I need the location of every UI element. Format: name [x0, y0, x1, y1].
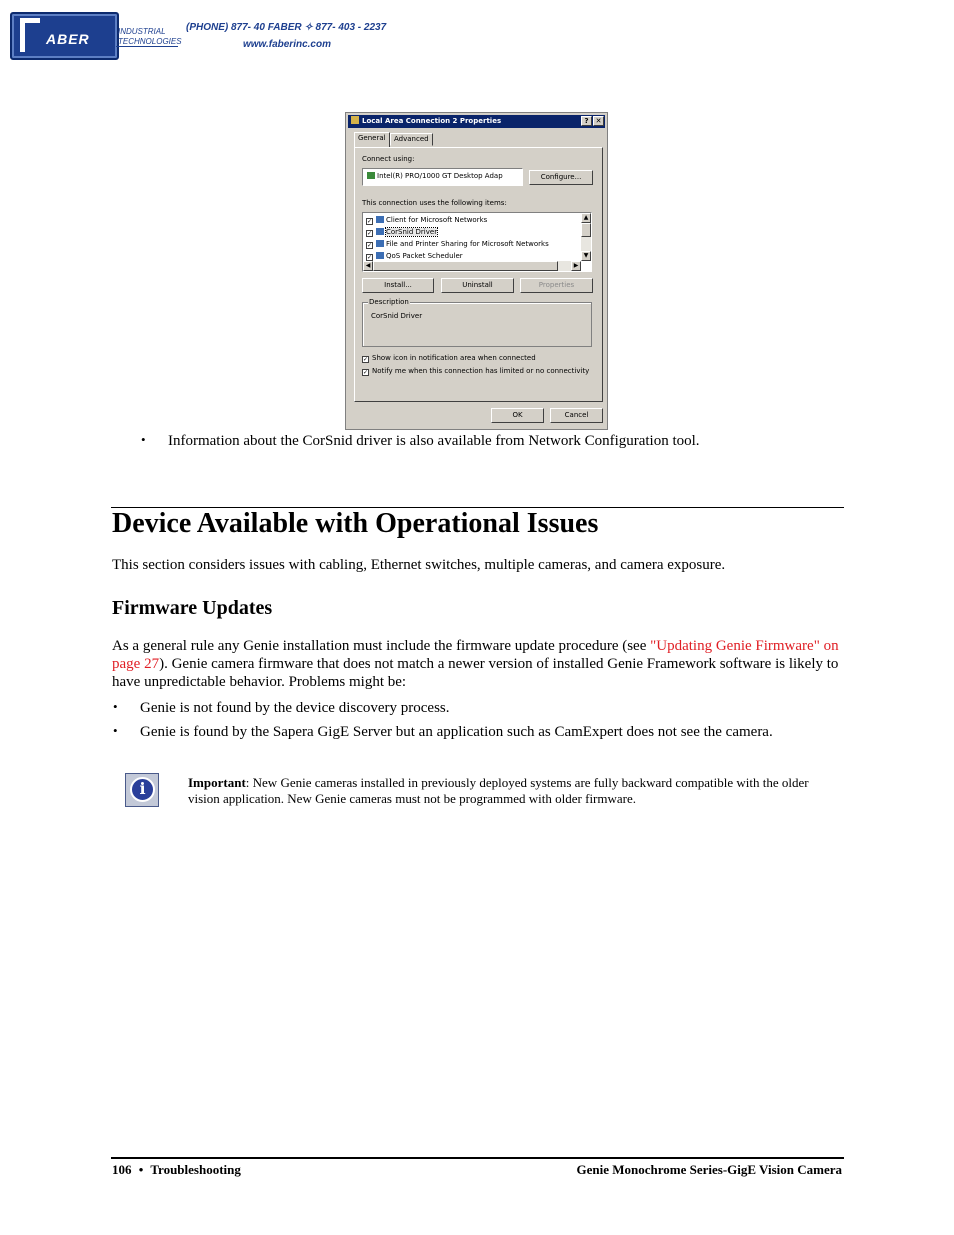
logo-sub-technologies: TECHNOLOGIES: [118, 37, 182, 46]
adapter-name: Intel(R) PRO/1000 GT Desktop Adap: [377, 172, 503, 180]
network-connection-icon: [351, 116, 359, 124]
corsnid-info-bullet: Information about the CorSnid driver is also available from Network Configuration tool.: [168, 433, 700, 449]
cancel-button[interactable]: Cancel: [550, 408, 603, 423]
show-icon-option[interactable]: ✓ Show icon in notification area when connected: [363, 354, 536, 363]
logo-underline: [116, 46, 178, 47]
list-item[interactable]: ✓ File and Printer Sharing for Microsoft Networks: [367, 240, 549, 249]
help-button[interactable]: ?: [581, 116, 592, 126]
notify-option[interactable]: ✓ Notify me when this connection has limited or no connectivity: [363, 367, 590, 376]
items-label: This connection uses the following items:: [362, 199, 507, 207]
info-glyph: i: [130, 777, 155, 802]
bullet-icon: •: [113, 699, 118, 714]
components-list[interactable]: [362, 212, 592, 272]
header-website: www.faberinc.com: [243, 39, 331, 50]
hscroll-thumb[interactable]: [373, 261, 558, 271]
list-item[interactable]: ✓ CorSnid Driver: [367, 228, 438, 237]
logo-sub-industrial: INDUSTRIAL: [118, 27, 166, 36]
checkbox-checked-icon[interactable]: ✓: [367, 218, 373, 225]
scroll-thumb[interactable]: [581, 223, 591, 237]
page-ref-link[interactable]: on page 27: [112, 638, 839, 672]
tab-general[interactable]: General: [354, 132, 390, 147]
network-client-icon: [376, 216, 384, 223]
faber-logo: [10, 12, 119, 60]
note-body: : New Genie cameras installed in previously deployed systems are fully backward compatible with the older vision application. New Genie cameras must not be programmed with older firmware.: [188, 775, 809, 806]
chapter-name: Troubleshooting: [150, 1162, 241, 1177]
install-button[interactable]: Install...: [362, 278, 434, 293]
adapter-field: [362, 168, 523, 186]
checkbox-checked-icon[interactable]: ✓: [367, 242, 373, 249]
horizontal-scrollbar[interactable]: [363, 261, 581, 271]
scheduler-icon: [376, 252, 384, 259]
scroll-down-icon[interactable]: ▼: [581, 251, 591, 261]
scroll-right-icon[interactable]: ▶: [571, 261, 581, 271]
checkbox-checked-icon[interactable]: ✓: [363, 356, 369, 363]
page-number: 106: [112, 1162, 132, 1177]
connect-using-label: Connect using:: [362, 155, 415, 163]
footer-separator: •: [138, 1162, 144, 1177]
problem-bullet-2: Genie is found by the Sapera GigE Server but an application such as CamExpert does not see the camera.: [140, 724, 773, 740]
file-sharing-icon: [376, 240, 384, 247]
ok-button[interactable]: OK: [491, 408, 544, 423]
properties-button[interactable]: Properties: [520, 278, 593, 293]
important-note: [188, 775, 838, 807]
section-intro: This section considers issues with cabling, Ethernet switches, multiple cameras, and camera exposure.: [112, 557, 726, 573]
dialog-titlebar: [348, 115, 605, 128]
driver-icon: [376, 228, 384, 235]
note-label: Important: [188, 775, 246, 790]
header-phone: (PHONE) 877- 40 FABER ✧ 877- 403 - 2237: [186, 22, 387, 33]
dialog-title: Local Area Connection 2 Properties: [362, 117, 502, 125]
list-item[interactable]: ✓ Client for Microsoft Networks: [367, 216, 488, 225]
info-icon: [125, 773, 159, 807]
description-text: CorSnid Driver: [371, 312, 423, 320]
general-tab-panel: [354, 147, 603, 402]
bullet-icon: •: [113, 723, 118, 738]
section-title: Device Available with Operational Issues: [112, 508, 599, 539]
description-label: Description: [369, 298, 409, 306]
footer-left: [112, 1162, 241, 1178]
scroll-up-icon[interactable]: ▲: [581, 213, 591, 223]
scroll-left-icon[interactable]: ◀: [363, 261, 373, 271]
description-group: [362, 302, 592, 347]
subsection-title: Firmware Updates: [112, 597, 273, 619]
firmware-paragraph: As a general rule any Genie installation must include the firmware update procedure (see "Updating Genie Firmware" on page 27). Genie camera firmware that does not match a newer version of installed Genie Framework software is likely to have unpredictable behavior. Problems might be:: [112, 638, 839, 690]
logo-word: ABER: [46, 31, 90, 47]
tab-advanced[interactable]: Advanced: [390, 133, 433, 146]
logo-subtitle: [118, 27, 182, 47]
checkbox-checked-icon[interactable]: ✓: [367, 254, 373, 261]
problem-bullet-1: Genie is not found by the device discovery process.: [140, 700, 450, 716]
list-item[interactable]: ✓ QoS Packet Scheduler: [367, 252, 463, 261]
close-button[interactable]: ✕: [593, 116, 604, 126]
logo-f-mark: [20, 18, 40, 52]
updating-firmware-link[interactable]: "Updating Genie Firmware": [650, 638, 820, 654]
bullet-icon: •: [141, 432, 146, 447]
footer-doc-title: Genie Monochrome Series-GigE Vision Camera: [576, 1162, 842, 1177]
footer-rule: [111, 1157, 844, 1159]
checkbox-checked-icon[interactable]: ✓: [367, 230, 373, 237]
vertical-scrollbar[interactable]: [581, 213, 591, 261]
properties-dialog: [345, 112, 608, 430]
checkbox-checked-icon[interactable]: ✓: [363, 369, 369, 376]
adapter-icon: [367, 172, 375, 179]
configure-button[interactable]: Configure...: [529, 170, 593, 185]
uninstall-button[interactable]: Uninstall: [441, 278, 514, 293]
